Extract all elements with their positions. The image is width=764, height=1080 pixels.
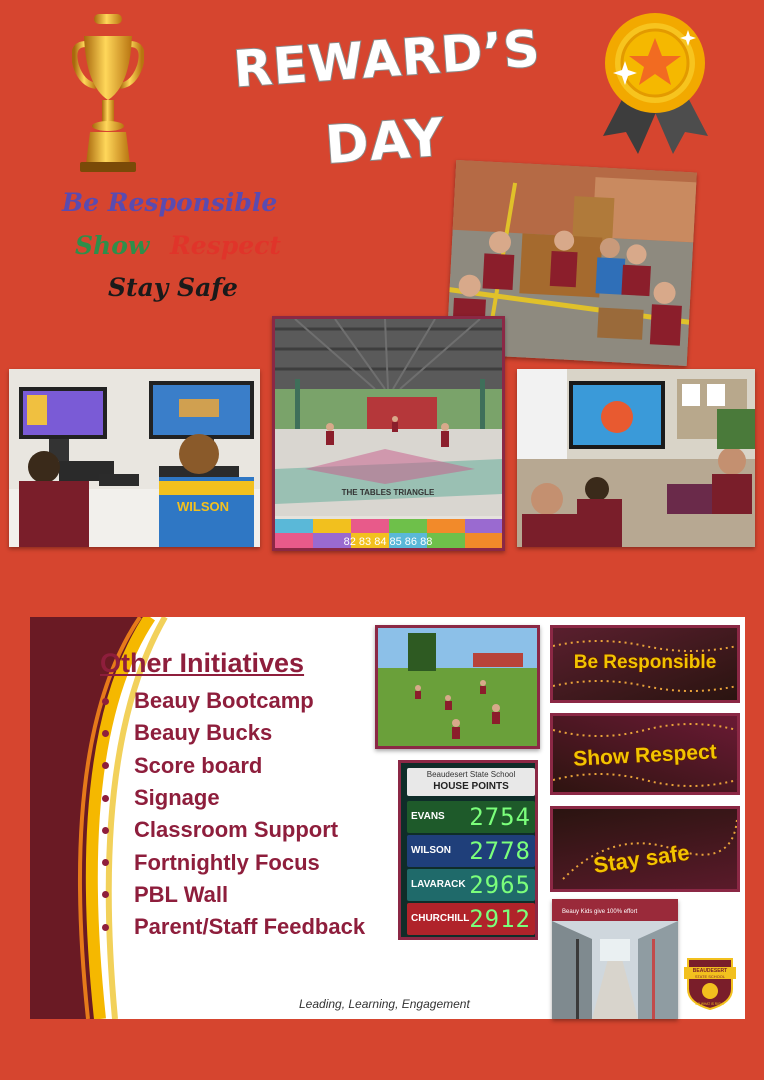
- photo-computer-lab: [9, 369, 260, 547]
- list-item: Fortnightly Focus: [102, 846, 365, 878]
- house-row: LAVARACK 2965: [407, 869, 535, 901]
- sign-stay-safe-text: Stay safe: [591, 839, 692, 878]
- medal-icon: [598, 8, 713, 163]
- court-numbers: 82 83 84 85 86 88: [343, 536, 433, 548]
- logo-name: BEAUDESERT: [692, 968, 728, 974]
- sign-be-responsible: [550, 625, 740, 703]
- sign-be-responsible-text: Be Responsible: [573, 652, 717, 673]
- photo-bootcamp-field: [375, 625, 540, 749]
- title-line2: DAY: [323, 107, 447, 177]
- court-sign: THE TABLES TRIANGLE: [341, 488, 435, 497]
- photo-walkway: [552, 899, 678, 1019]
- scoreboard-header: [407, 768, 535, 796]
- bullet-icon: [102, 891, 109, 898]
- photo-covered-court: [272, 316, 505, 551]
- title-line1: REWARD’S: [231, 19, 543, 99]
- house-points-scoreboard: [398, 760, 538, 940]
- list-item: PBL Wall: [102, 879, 365, 911]
- list-item: Classroom Support: [102, 814, 365, 846]
- walkway-banner: Beauy Kids give 100% effort: [562, 909, 638, 915]
- house-row: WILSON 2778: [407, 835, 535, 867]
- photo-classroom: [517, 369, 755, 547]
- house-row: EVANS 2754: [407, 801, 535, 833]
- list-item: Score board: [102, 750, 365, 782]
- list-item: Parent/Staff Feedback: [102, 911, 365, 943]
- school-logo: [682, 955, 738, 1011]
- bullet-icon: [102, 795, 109, 802]
- bullet-icon: [102, 859, 109, 866]
- shirt-name: WILSON: [177, 499, 229, 514]
- logo-motto: DO WHAT IS RIGHT: [695, 1002, 725, 1006]
- scoreboard-school: Beaudesert State School: [426, 770, 516, 779]
- scoreboard-heading: HOUSE POINTS: [433, 781, 509, 792]
- sign-show-respect-text: Show Respect: [572, 740, 718, 771]
- trophy-icon: [72, 14, 144, 176]
- initiatives-heading: Other Initiatives: [100, 648, 305, 678]
- logo-sub: STATE SCHOOL: [694, 974, 726, 979]
- sign-show-respect: [550, 713, 740, 795]
- list-item: Beauy Bootcamp: [102, 685, 365, 717]
- sign-stay-safe: [550, 806, 740, 892]
- value-show: Show: [75, 231, 150, 260]
- list-item: Signage: [102, 782, 365, 814]
- bullet-icon: [102, 827, 109, 834]
- bullet-icon: [102, 924, 109, 931]
- list-item: Beauy Bucks: [102, 717, 365, 749]
- bullet-icon: [102, 730, 109, 737]
- bullet-icon: [102, 698, 109, 705]
- value-be-responsible: Be Responsible: [62, 188, 278, 217]
- value-respect: Respect: [170, 231, 281, 260]
- value-stay-safe: Stay Safe: [108, 273, 238, 302]
- house-row: CHURCHILL 2912: [407, 903, 535, 935]
- slide-footer: Leading, Learning, Engagement: [299, 997, 470, 1011]
- bullet-icon: [102, 762, 109, 769]
- initiatives-list: [102, 685, 365, 943]
